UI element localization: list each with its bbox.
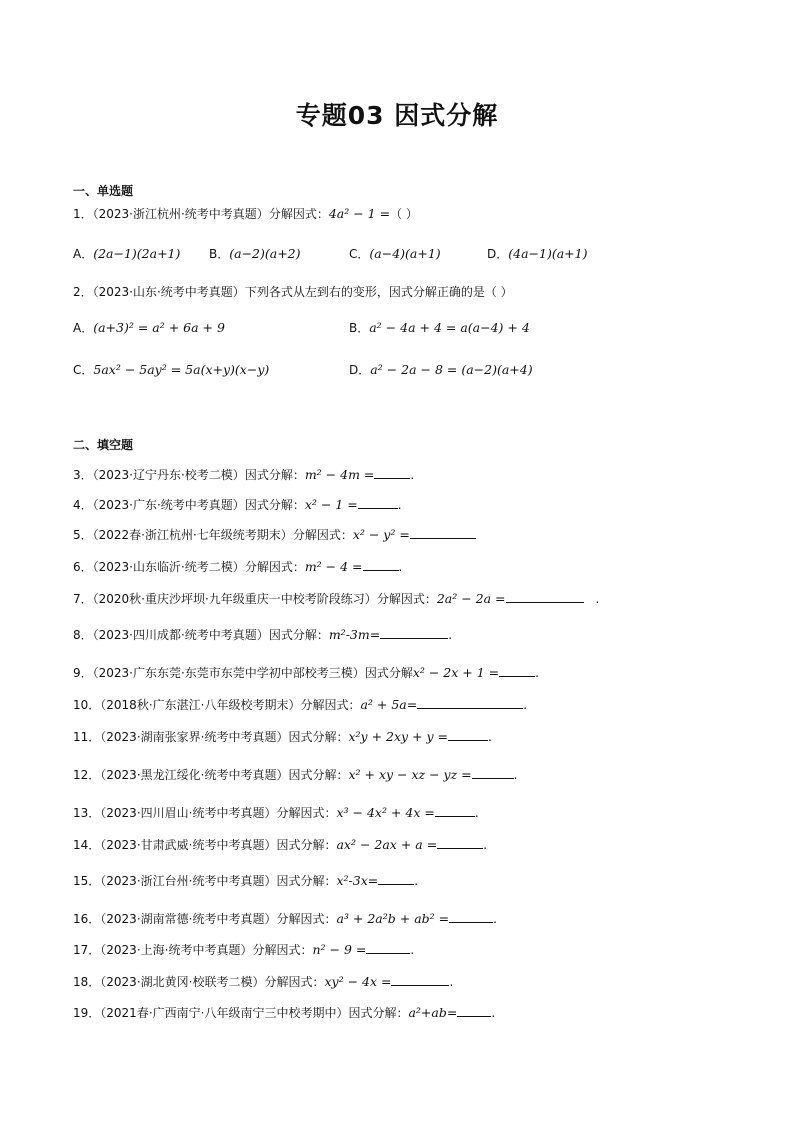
answer-blank[interactable] — [448, 728, 488, 741]
question-number: 17． — [73, 943, 101, 957]
question-number: 3． — [73, 468, 93, 482]
option-b — [209, 246, 301, 262]
question-tail: . — [397, 498, 402, 512]
question-4 — [73, 496, 402, 513]
answer-blank[interactable] — [435, 804, 475, 817]
question-number: 5． — [73, 528, 93, 542]
question-text: 分解因式： — [276, 806, 337, 820]
question-1 — [73, 206, 418, 222]
question-number: 10． — [73, 698, 101, 712]
question-expression: m²-3m= — [328, 627, 381, 642]
option-d — [487, 246, 587, 262]
question-tail: . — [448, 628, 453, 642]
question-expression: a³ + 2a²b + ab² = — [336, 911, 450, 926]
option-expression: (a+3)² = a² + 6a + 9 — [93, 320, 225, 335]
question-source: （2023·广东·统考中考真题） — [92, 498, 245, 512]
question-text: 分解因式： — [264, 975, 325, 989]
question-number: 7． — [73, 592, 93, 606]
option-expression: a² − 4a + 4 = a(a−4) + 4 — [369, 320, 530, 335]
question-text: 因式分解： — [348, 1006, 409, 1020]
question-source: （2023·甘肃武威·统考中考真题） — [100, 838, 277, 852]
question-expression: xy² − 4x = — [324, 974, 392, 989]
question-number: 8． — [73, 628, 93, 642]
option-label: D． — [487, 247, 509, 261]
question-text: 下列各式从左到右的变形，因式分解正确的是（ ） — [244, 285, 513, 299]
answer-blank[interactable] — [374, 466, 410, 479]
question-expression: a²+ab= — [408, 1005, 458, 1020]
question-tail: . — [488, 730, 492, 744]
question-expression: x² + xy − xz − yz = — [348, 767, 472, 782]
section-heading-fill-blank: 二、填空题 — [73, 438, 134, 452]
question-2 — [73, 284, 513, 300]
question-text: 因式分解： — [276, 838, 337, 852]
question-11 — [73, 728, 492, 745]
answer-blank[interactable] — [410, 526, 476, 539]
option-c — [349, 246, 441, 262]
question-text: 因式分解： — [288, 768, 349, 782]
question-source: （2023·浙江杭州·统考中考真题） — [92, 207, 269, 221]
question-12 — [73, 766, 517, 783]
question-expression: x²-3x= — [336, 873, 379, 888]
question-3 — [73, 466, 414, 483]
question-17 — [73, 941, 414, 958]
question-expression: n² − 9 = — [312, 942, 367, 957]
question-tail: . — [535, 666, 539, 680]
question-19 — [73, 1004, 495, 1021]
question-text: 因式分解： — [244, 468, 305, 482]
question-source: （2023·辽宁丹东·校考二模） — [92, 468, 245, 482]
question-source: （2021春·广西南宁·八年级南宁三中校考期中） — [100, 1006, 349, 1020]
question-18 — [73, 973, 453, 990]
question-text: 分解因式： — [292, 528, 353, 542]
question-tail: . — [398, 560, 403, 574]
question-source: （2023·上海·统考中考真题） — [100, 943, 253, 957]
question-text: 分解因式： — [276, 912, 337, 926]
answer-blank[interactable] — [391, 973, 449, 986]
question-tail: . — [410, 468, 415, 482]
option-b — [349, 320, 530, 336]
question-7 — [73, 590, 599, 607]
answer-blank[interactable] — [506, 590, 584, 603]
option-label: C． — [73, 363, 94, 377]
question-number: 13． — [73, 806, 101, 820]
question-number: 18． — [73, 975, 101, 989]
option-expression: (2a−1)(2a+1) — [93, 246, 181, 261]
question-tail: . — [523, 698, 528, 712]
question-text: 分解因式： — [268, 207, 329, 221]
question-tail: . — [474, 806, 479, 820]
question-text: 因式分解： — [276, 874, 337, 888]
question-14 — [73, 836, 487, 853]
answer-blank[interactable] — [366, 941, 410, 954]
question-10 — [73, 696, 527, 713]
question-source: （2023·山东临沂·统考二模） — [92, 560, 245, 574]
answer-blank[interactable] — [499, 664, 535, 677]
answer-blank[interactable] — [378, 872, 414, 885]
question-source: （2023·四川成都·统考中考真题） — [92, 628, 269, 642]
question-expression: x² − y² = — [352, 527, 410, 542]
question-source: （2023·山东·统考中考真题） — [92, 285, 245, 299]
question-number: 15． — [73, 874, 101, 888]
question-text: 因式分解： — [268, 628, 329, 642]
question-expression: 4a² − 1 = — [328, 206, 391, 221]
answer-blank[interactable] — [449, 910, 493, 923]
question-tail: . — [595, 592, 600, 606]
option-label: A． — [73, 247, 94, 261]
question-number: 6． — [73, 560, 93, 574]
question-5 — [73, 526, 476, 543]
option-expression: a² − 2a − 8 = (a−2)(a+4) — [370, 362, 533, 377]
question-tail: . — [513, 768, 518, 782]
question-number: 12． — [73, 768, 101, 782]
question-source: （2018秋·广东湛江·八年级校考期末） — [100, 698, 301, 712]
option-expression: (a−2)(a+2) — [229, 246, 301, 261]
question-8 — [73, 626, 452, 643]
option-expression: 5ax² − 5ay² = 5a(x+y)(x−y) — [93, 362, 270, 377]
option-a — [73, 246, 180, 262]
answer-blank[interactable] — [437, 836, 483, 849]
question-tail: . — [493, 912, 497, 926]
question-text: 分解因式： — [300, 698, 361, 712]
question-15 — [73, 872, 418, 889]
question-number: 11． — [73, 730, 101, 744]
option-expression: (4a−1)(a+1) — [508, 246, 588, 261]
question-source: （2023·四川眉山·统考中考真题） — [100, 806, 277, 820]
question-number: 16． — [73, 912, 101, 926]
option-label: A． — [73, 321, 94, 335]
question-expression: x² − 1 = — [304, 497, 358, 512]
page-title: 专题03 因式分解 — [295, 101, 499, 130]
question-text: 分解因式： — [376, 592, 437, 606]
question-text: 因式分解 — [364, 666, 413, 680]
question-tail: . — [483, 838, 488, 852]
question-number: 4． — [73, 498, 93, 512]
question-number: 19． — [73, 1006, 101, 1020]
question-tail: . — [491, 1006, 496, 1020]
question-tail: . — [449, 975, 454, 989]
question-text: 因式分解： — [244, 498, 305, 512]
question-13 — [73, 804, 479, 821]
option-label: B． — [209, 247, 230, 261]
question-source: （2023·黑龙江绥化·统考中考真题） — [100, 768, 289, 782]
option-label: B． — [349, 321, 370, 335]
answer-blank[interactable] — [358, 496, 398, 509]
question-expression: x² − 2x + 1 = — [412, 665, 500, 680]
question-16 — [73, 910, 497, 927]
option-label: C． — [349, 247, 370, 261]
question-source: （2023·湖南常德·统考中考真题） — [100, 912, 277, 926]
question-expression: m² − 4 = — [304, 559, 363, 574]
question-number: 1． — [73, 207, 93, 221]
question-number: 2． — [73, 285, 93, 299]
question-expression: x³ − 4x² + 4x = — [336, 805, 435, 820]
question-source: （2023·湖南张家界·统考中考真题） — [100, 730, 289, 744]
option-d — [349, 362, 533, 378]
question-tail: （ ） — [390, 207, 418, 221]
question-expression: ax² − 2ax + a = — [336, 837, 438, 852]
question-source: （2022春·浙江杭州·七年级统考期末） — [92, 528, 293, 542]
question-source: （2020秋·重庆沙坪坝·九年级重庆一中校考阶段练习） — [92, 592, 377, 606]
question-tail: . — [410, 943, 415, 957]
answer-blank[interactable] — [417, 696, 523, 709]
answer-blank[interactable] — [380, 626, 448, 639]
answer-blank[interactable] — [472, 766, 514, 779]
option-label: D． — [349, 363, 371, 377]
question-text: 分解因式： — [244, 560, 305, 574]
question-source: （2023·湖北黄冈·校联考二模） — [100, 975, 265, 989]
question-number: 14． — [73, 838, 101, 852]
option-a — [73, 320, 225, 336]
section-heading-single-choice: 一、单选题 — [73, 184, 134, 198]
question-expression: m² − 4m = — [304, 467, 375, 482]
question-source: （2023·广东东莞·东莞市东莞中学初中部校考三模） — [92, 666, 365, 680]
question-number: 9． — [73, 666, 93, 680]
question-expression: x²y + 2xy + y = — [348, 729, 449, 744]
question-text: 分解因式： — [252, 943, 313, 957]
option-c — [73, 362, 269, 378]
answer-blank[interactable] — [363, 558, 399, 571]
question-source: （2023·浙江台州·统考中考真题） — [100, 874, 277, 888]
question-tail: . — [414, 874, 419, 888]
question-expression: 2a² − 2a = — [436, 591, 506, 606]
option-expression: (a−4)(a+1) — [369, 246, 441, 261]
answer-blank[interactable] — [457, 1004, 491, 1017]
question-expression: a² + 5a= — [360, 697, 418, 712]
question-text: 因式分解： — [288, 730, 349, 744]
question-6 — [73, 558, 402, 575]
question-9 — [73, 664, 539, 681]
